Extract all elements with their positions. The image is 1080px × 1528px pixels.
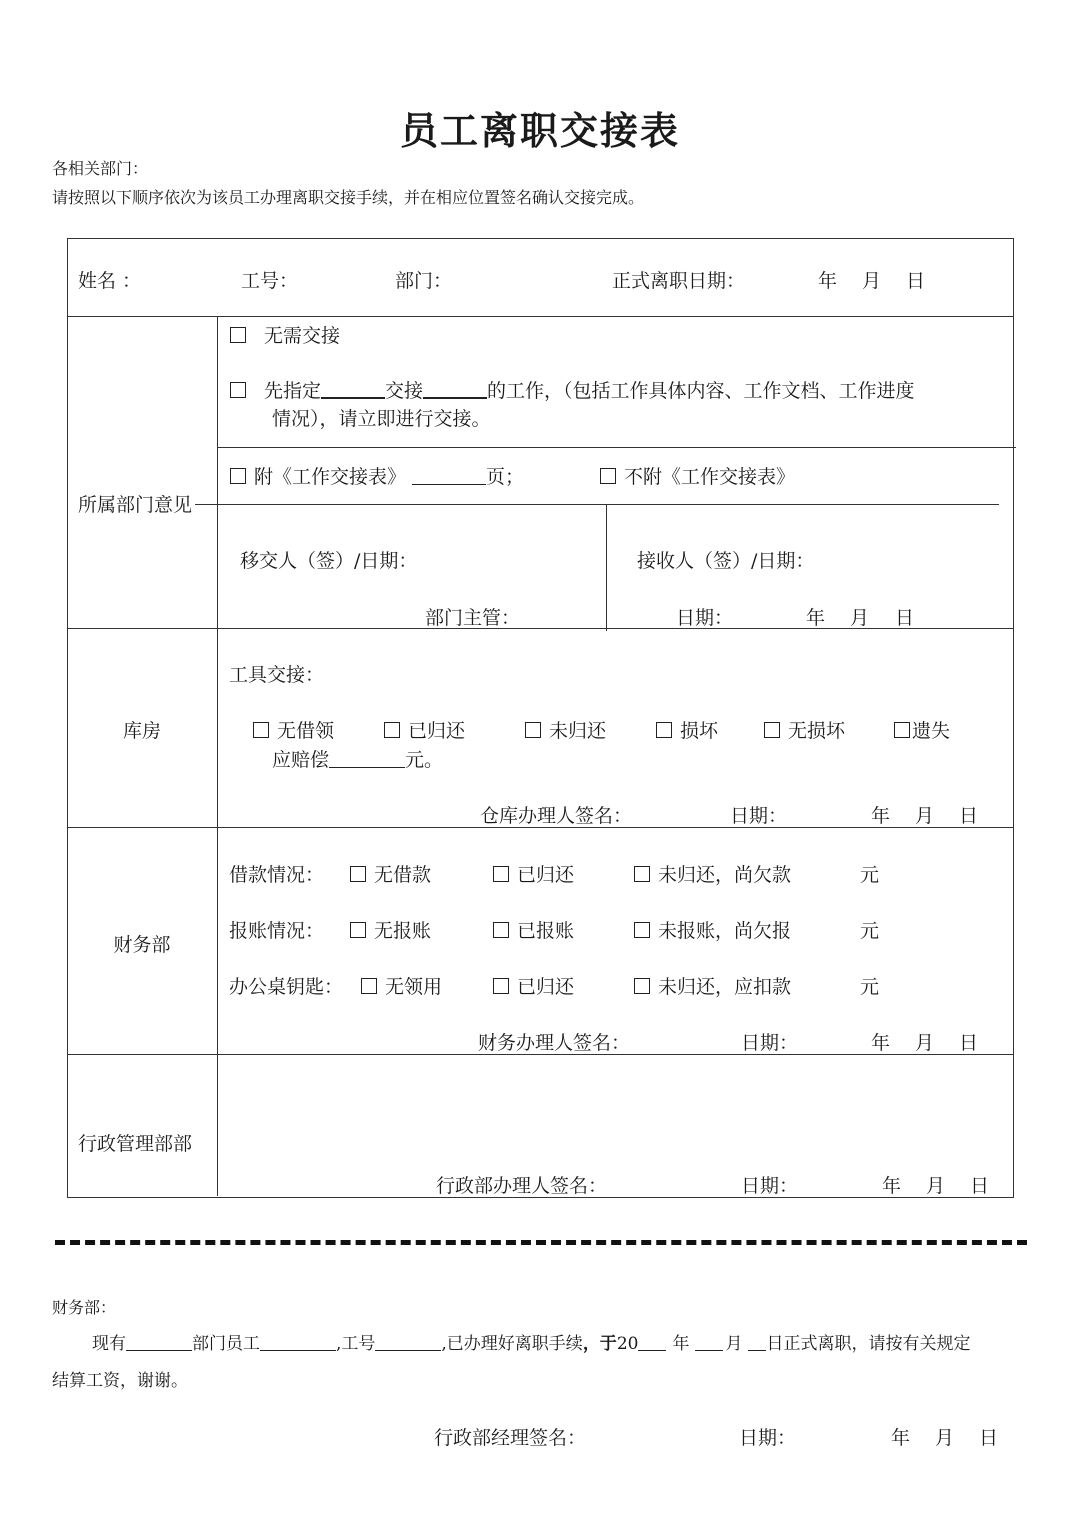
key-option-unreturned[interactable]	[634, 972, 791, 999]
checkbox[interactable]	[634, 978, 650, 994]
instruction-text: 请按照以下顺序依次为该员工办理离职交接手续，并在相应位置签名确认交接完成。	[52, 188, 645, 207]
option-no-borrow[interactable]	[253, 716, 334, 743]
option-undamaged[interactable]	[764, 716, 845, 743]
month-label: 月	[926, 1175, 946, 1197]
day-label: 日	[895, 607, 915, 629]
month-label: 月	[850, 607, 870, 629]
dept-blank[interactable]	[126, 1332, 192, 1351]
assign-mid: 交接	[385, 380, 424, 402]
employee-id-blank[interactable]	[375, 1332, 441, 1351]
checkbox[interactable]	[894, 722, 910, 738]
option-lost[interactable]	[894, 716, 950, 743]
key-option-none[interactable]	[361, 972, 442, 999]
assignee-blank[interactable]	[321, 379, 385, 399]
day-label: 日	[959, 805, 979, 827]
month-label: 月	[935, 1427, 955, 1449]
text: 日正式离职，请按有关规定	[766, 1334, 971, 1354]
checkbox[interactable]	[634, 866, 650, 882]
checkbox[interactable]	[350, 922, 366, 938]
row-divider	[217, 447, 1016, 448]
no-attach-option[interactable]	[600, 462, 795, 489]
day-label: 日	[979, 1427, 999, 1449]
day-blank[interactable]	[748, 1332, 766, 1351]
finance-sign-label: 财务办理人签名：	[478, 1032, 631, 1054]
year-label: 年	[806, 607, 826, 629]
notice-paragraph	[92, 1329, 970, 1354]
option-label: 已归还	[517, 976, 575, 998]
text: 月	[725, 1334, 743, 1354]
no-handover-label: 无需交接	[264, 325, 341, 347]
date-label: 日期：	[730, 805, 788, 827]
month-label: 月	[915, 805, 935, 827]
row-divider	[195, 504, 999, 505]
text: ,工号	[336, 1334, 376, 1354]
dept-opinion-label: 所属部门意见	[78, 494, 193, 516]
warehouse-sign-label: 仓库办理人签名：	[480, 805, 633, 827]
no-handover-option[interactable]	[230, 321, 340, 348]
text: 20	[616, 1334, 639, 1354]
salutation: 各相关部门：	[52, 159, 149, 178]
text: 现有	[92, 1334, 126, 1354]
page-title: 员工离职交接表	[399, 108, 680, 153]
checkbox[interactable]	[764, 722, 780, 738]
month-label: 月	[862, 270, 882, 292]
reimb-option-none[interactable]	[350, 916, 431, 943]
employee-id-label: 工号：	[241, 270, 299, 292]
date-label: 日期：	[739, 1427, 797, 1449]
year-label: 年	[882, 1175, 902, 1197]
checkbox[interactable]	[493, 866, 509, 882]
option-not-returned[interactable]	[525, 716, 606, 743]
receiver-blank[interactable]	[423, 379, 487, 399]
key-option-returned[interactable]	[493, 972, 574, 999]
option-label: 未归还，应扣款	[658, 976, 792, 998]
checkbox[interactable]	[493, 978, 509, 994]
year-label: 年	[871, 805, 891, 827]
text: ,已办理好离职手续	[441, 1334, 583, 1354]
leave-date-label: 正式离职日期：	[612, 270, 746, 292]
assign-prefix: 先指定	[264, 380, 322, 402]
date-label: 日期：	[676, 607, 734, 629]
year-blank[interactable]	[638, 1332, 666, 1351]
checkbox[interactable]	[230, 468, 246, 484]
checkbox[interactable]	[230, 382, 246, 398]
manager-sign-label: 行政部经理签名：	[434, 1427, 587, 1449]
checkbox[interactable]	[656, 722, 672, 738]
option-label: 已归还	[408, 720, 466, 742]
month-blank[interactable]	[695, 1332, 723, 1351]
option-damaged[interactable]	[656, 716, 718, 743]
checkbox[interactable]	[230, 327, 246, 343]
option-label: 未归还	[549, 720, 607, 742]
employee-blank[interactable]	[260, 1332, 336, 1351]
cut-line	[55, 1240, 1027, 1245]
text: 年	[672, 1334, 690, 1354]
loan-option-unreturned[interactable]	[634, 860, 791, 887]
option-returned[interactable]	[384, 716, 465, 743]
checkbox[interactable]	[634, 922, 650, 938]
department-label: 部门：	[395, 270, 453, 292]
row-divider	[67, 316, 1013, 317]
unit-label: 元	[860, 864, 880, 886]
compensation-blank[interactable]	[329, 749, 405, 768]
finance-label: 财务部	[113, 934, 171, 956]
compensate-suffix: 元。	[405, 749, 444, 771]
attach-prefix: 附《工作交接表》	[254, 466, 407, 488]
option-label: 已归还	[517, 864, 575, 886]
row-divider	[67, 628, 1013, 629]
desk-key-label: 办公桌钥匙：	[229, 976, 344, 998]
loan-label: 借款情况：	[229, 864, 325, 886]
assign-suffix: 的工作，（包括工作具体内容、工作文档、工作进度	[487, 380, 915, 402]
no-attach-label: 不附《工作交接表》	[624, 466, 796, 488]
tools-handover-label: 工具交接：	[229, 664, 325, 686]
option-label: 无领用	[385, 976, 443, 998]
option-label: 无损坏	[788, 720, 846, 742]
day-label: 日	[906, 270, 926, 292]
assign-handover-option[interactable]	[230, 376, 915, 403]
label-column-divider	[217, 316, 218, 1196]
year-label: 年	[871, 1032, 891, 1054]
date-label: 日期：	[741, 1175, 799, 1197]
attach-option[interactable]	[230, 462, 524, 489]
compensate-prefix: 应赔偿	[272, 749, 330, 771]
loan-option-none[interactable]	[350, 860, 431, 887]
checkbox[interactable]	[350, 866, 366, 882]
option-label: 无借款	[374, 864, 432, 886]
option-label: 无报账	[374, 920, 432, 942]
checkbox[interactable]	[493, 922, 509, 938]
notice-recipient: 财务部：	[52, 1298, 117, 1317]
transferor-sign-label: 移交人（签）/日期：	[240, 550, 418, 572]
month-label: 月	[915, 1032, 935, 1054]
supervisor-label: 部门主管：	[425, 607, 521, 629]
unit-label: 元	[860, 976, 880, 998]
receiver-sign-label: 接收人（签）/日期：	[637, 550, 815, 572]
admin-label: 行政管理部部	[78, 1133, 193, 1155]
option-label: 遗失	[912, 720, 951, 742]
compensation-line	[272, 745, 443, 772]
reimbursement-label: 报账情况：	[229, 920, 325, 942]
option-label: 已报账	[517, 920, 575, 942]
option-label: 未归还，尚欠款	[658, 864, 792, 886]
reimb-option-done[interactable]	[493, 916, 574, 943]
unit-label: 元	[860, 920, 880, 942]
text: 部门员工	[192, 1334, 260, 1354]
checkbox[interactable]	[361, 978, 377, 994]
checkbox[interactable]	[253, 722, 269, 738]
admin-sign-label: 行政部办理人签名：	[436, 1175, 608, 1197]
assign-line-2: 情况），请立即进行交接。	[272, 408, 491, 430]
checkbox[interactable]	[600, 468, 616, 484]
reimb-option-pending[interactable]	[634, 916, 791, 943]
pages-blank[interactable]	[412, 466, 486, 485]
day-label: 日	[959, 1032, 979, 1054]
notice-line-2: 结算工资，谢谢。	[52, 1371, 188, 1391]
year-label: 年	[818, 270, 838, 292]
option-label: 无借领	[277, 720, 335, 742]
day-label: 日	[970, 1175, 990, 1197]
loan-option-returned[interactable]	[493, 860, 574, 887]
name-label: 姓名 ：	[78, 270, 142, 292]
warehouse-label: 库房	[122, 720, 161, 742]
text: ，于	[582, 1334, 617, 1354]
checkbox[interactable]	[525, 722, 541, 738]
checkbox[interactable]	[384, 722, 400, 738]
option-label: 未报账，尚欠报	[658, 920, 792, 942]
date-label: 日期：	[741, 1032, 799, 1054]
signature-column-divider	[606, 504, 607, 631]
option-label: 损坏	[680, 720, 719, 742]
attach-suffix: 页；	[486, 466, 525, 488]
year-label: 年	[891, 1427, 911, 1449]
